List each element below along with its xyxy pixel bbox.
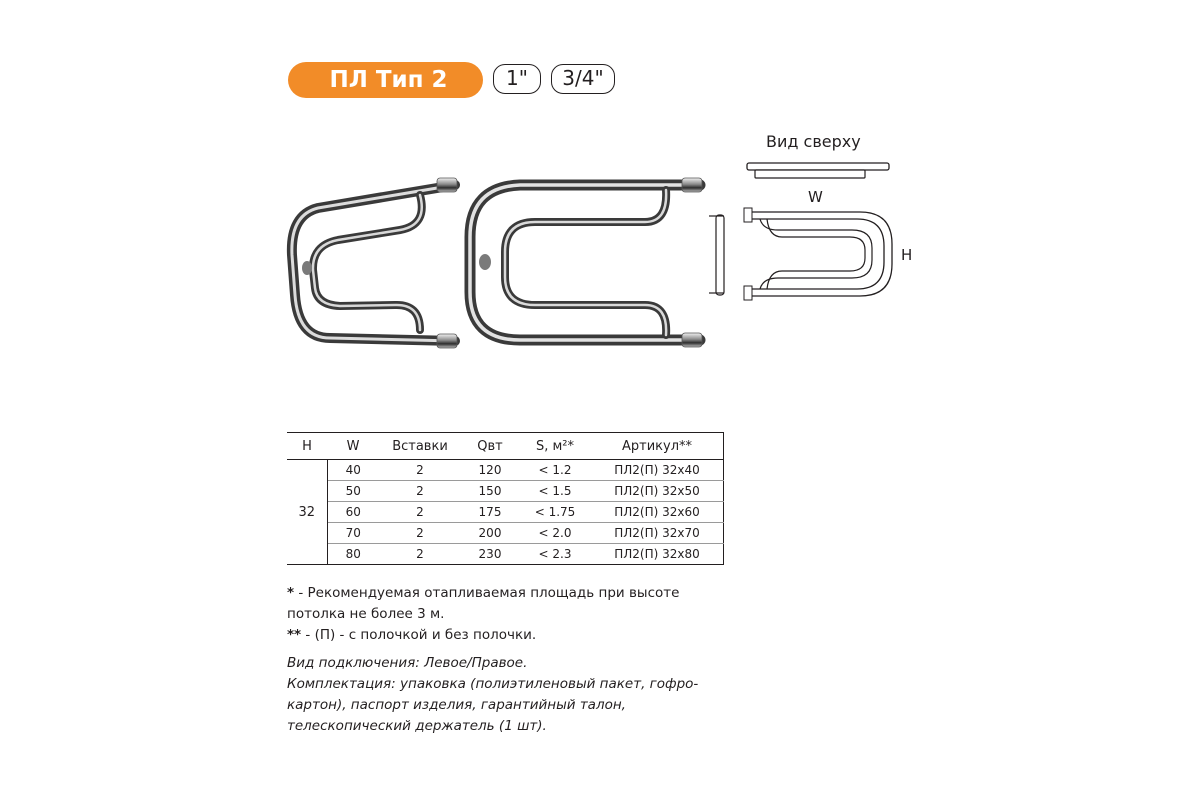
cell-power: 150 — [461, 481, 519, 502]
product-info — [287, 653, 747, 737]
footnotes — [287, 583, 727, 646]
size-option-3-4-inch: 3/4" — [551, 64, 615, 94]
cell-power: 230 — [478, 547, 502, 561]
cell-area: < 2.0 — [519, 523, 591, 544]
header-area: S, м²* — [519, 433, 591, 460]
cell-w: 50 — [327, 481, 379, 502]
cell-area: < 1.5 — [519, 481, 591, 502]
table-row — [287, 502, 724, 523]
cell-inserts: 2 — [379, 502, 461, 523]
cell-power: 120 — [461, 460, 519, 481]
header-h: H — [287, 433, 327, 460]
cell-inserts: 2 — [379, 523, 461, 544]
header-w: W — [327, 433, 379, 460]
package-contents: Комплектация: упаковка (полиэтиленовый пакет, гофро-картон), паспорт изделия, гарантийный талон, телескопический держатель (1 шт). — [287, 676, 699, 734]
top-view-schematic — [747, 163, 889, 178]
header-inserts: Вставки — [379, 433, 461, 460]
cell-article: ПЛ2(П) 32х60 — [591, 502, 724, 523]
cell-inserts: 2 — [416, 547, 424, 561]
footnote-area-text: - Рекомендуемая отапливаемая площадь при высоте потолка не более 3 м. — [287, 585, 680, 622]
cell-w: 40 — [327, 460, 379, 481]
footnote-area-mark: * — [287, 585, 295, 601]
size-option-1-inch: 1" — [493, 64, 541, 94]
cell-w: 80 — [345, 547, 361, 561]
cell-area: < 1.75 — [519, 502, 591, 523]
table-row — [287, 460, 724, 481]
cell-power: 200 — [461, 523, 519, 544]
cell-inserts: 2 — [379, 460, 461, 481]
cell-w: 70 — [327, 523, 379, 544]
cell-w: 60 — [327, 502, 379, 523]
footnote-area — [287, 583, 727, 625]
header-power: Qвт — [461, 433, 519, 460]
width-dimension-label: W — [808, 188, 823, 206]
connection-type: Вид подключения: Левое/Правое. — [287, 655, 528, 671]
cell-power: 175 — [461, 502, 519, 523]
cell-area: < 1.2 — [519, 460, 591, 481]
cell-article: ПЛ2(П) 32х40 — [591, 460, 724, 481]
table-row — [287, 523, 724, 544]
footnote-article-mark: ** — [287, 627, 302, 643]
cell-area: < 2.3 — [538, 547, 572, 561]
cell-inserts: 2 — [379, 481, 461, 502]
table-row — [287, 481, 724, 502]
front-view-schematic — [744, 208, 892, 300]
table-header-row — [287, 433, 724, 460]
footnote-article-text: - (П) - с полочкой и без полочки. — [301, 627, 537, 643]
cell-article: ПЛ2(П) 32х50 — [591, 481, 724, 502]
product-title: ПЛ Тип 2 — [288, 62, 483, 98]
cell-article: ПЛ2(П) 32х80 — [614, 547, 700, 561]
specification-table — [287, 432, 724, 565]
table-row — [287, 544, 724, 565]
towel-dryer-front-photo — [470, 178, 702, 347]
footnote-article — [287, 625, 727, 646]
side-view-schematic — [709, 215, 724, 295]
top-view-label: Вид сверху — [766, 132, 861, 151]
header-article: Артикул** — [591, 433, 724, 460]
h-value-cell: 32 — [287, 460, 327, 565]
cell-article: ПЛ2(П) 32х70 — [591, 523, 724, 544]
height-dimension-label: H — [901, 246, 913, 264]
towel-dryer-angled-photo — [292, 178, 457, 348]
